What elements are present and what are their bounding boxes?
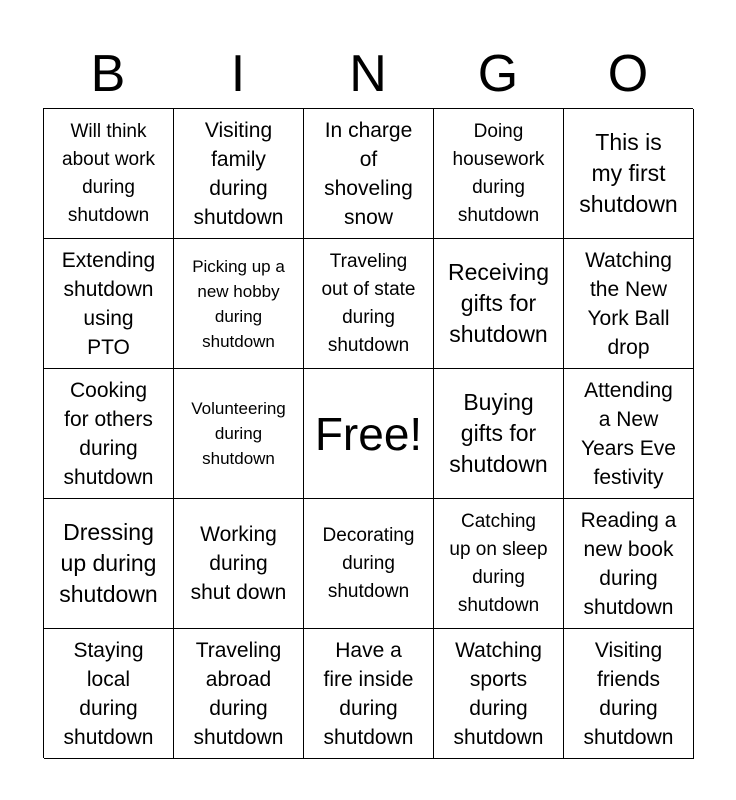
header-letter-o: O [607,45,649,103]
free-space-label: Free! [314,407,423,460]
bingo-cell[interactable] [174,369,304,499]
cell-text: Dressing up during shutdown [59,519,158,607]
bingo-cell[interactable] [174,109,304,239]
bingo-cell[interactable] [564,369,694,499]
bingo-cell[interactable] [174,239,304,369]
cell-text: Reading a new book during shutdown [580,508,677,619]
bingo-cell[interactable] [44,369,174,499]
cell-text: Volunteering during shutdown [191,399,286,468]
cell-text: Watching the New York Ball drop [585,248,672,359]
cell-text: In charge of shoveling snow [324,118,413,229]
bingo-cell[interactable] [304,629,434,759]
cell-text: Traveling abroad during shutdown [193,638,284,749]
bingo-cell[interactable] [564,109,694,239]
bingo-cell[interactable] [564,239,694,369]
cell-text: Cooking for others during shutdown [63,378,154,489]
header-letter-n: N [349,45,387,103]
bingo-cell[interactable] [434,369,564,499]
bingo-cell[interactable] [304,499,434,629]
bingo-cell[interactable] [434,629,564,759]
cell-text: Will think about work during shutdown [62,120,155,226]
header-letter-i: I [230,45,246,103]
cell-text: Visiting family during shutdown [193,118,284,229]
bingo-cell[interactable] [44,109,174,239]
cell-text: Traveling out of state during shutdown [321,250,416,356]
cell-text: Catching up on sleep during shutdown [449,510,548,616]
cell-text: Decorating during shutdown [322,524,415,602]
cell-text: Watching sports during shutdown [453,638,544,749]
header-letter-g: G [477,45,519,103]
bingo-cell[interactable] [434,109,564,239]
cell-text: Receiving gifts for shutdown [448,259,549,347]
bingo-cell[interactable] [44,239,174,369]
free-space[interactable] [304,369,434,499]
bingo-cell[interactable] [44,499,174,629]
bingo-cell[interactable] [174,499,304,629]
bingo-cell[interactable] [434,499,564,629]
bingo-cell[interactable] [434,239,564,369]
bingo-header [43,40,693,108]
cell-text: Extending shutdown using PTO [61,248,156,359]
header-letter-b: B [90,45,126,103]
bingo-cell[interactable] [44,629,174,759]
cell-text: Have a fire inside during shutdown [323,638,414,749]
bingo-board [43,108,693,758]
bingo-cell[interactable] [564,499,694,629]
bingo-cell[interactable] [174,629,304,759]
bingo-cell[interactable] [304,239,434,369]
cell-text: Picking up a new hobby during shutdown [192,256,285,351]
cell-text: Visiting friends during shutdown [583,638,674,749]
bingo-cell[interactable] [304,109,434,239]
bingo-cell[interactable] [564,629,694,759]
cell-text: Attending a New Years Eve festivity [581,378,676,489]
cell-text: Doing housework during shutdown [452,120,545,226]
cell-text: This is my first shutdown [579,129,678,217]
cell-text: Staying local during shutdown [63,638,154,749]
cell-text: Buying gifts for shutdown [449,389,548,477]
cell-text: Working during shut down [190,523,287,604]
